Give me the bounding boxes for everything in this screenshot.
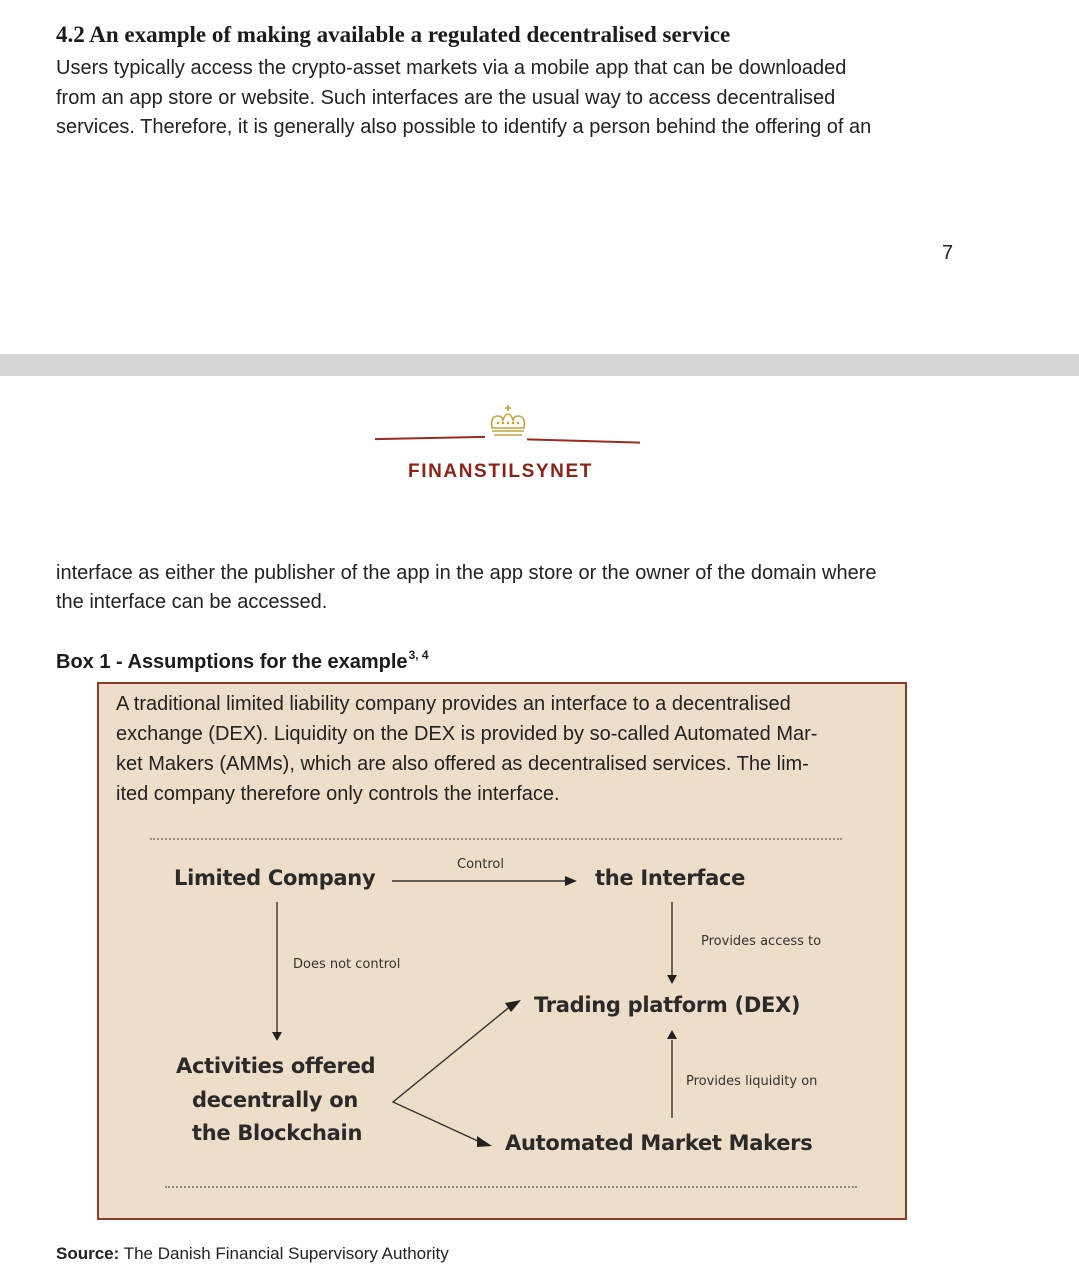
intro-line-1: Users typically access the crypto-asset markets via a mobile app that can be downloaded: [56, 57, 847, 79]
diagram-bottom-separator: [165, 1186, 857, 1188]
box-text-line-3: ket Makers (AMMs), which are also offered as decentralised services. The lim-: [116, 753, 809, 775]
arrowhead-provides-liquidity: [667, 1030, 677, 1039]
page-number: 7: [942, 242, 954, 264]
section-heading: 4.2 An example of making available a regulated decentralised service: [56, 22, 731, 47]
node-activities-line-3: the Blockchain: [192, 1121, 363, 1145]
arrowhead-to-amm: [477, 1136, 492, 1147]
continuation-line-2: the interface can be accessed.: [56, 591, 328, 613]
arrowhead-provides-access: [667, 975, 677, 984]
edge-label-provides-liquidity: Provides liquidity on: [686, 1074, 818, 1089]
node-interface: the Interface: [595, 866, 746, 890]
arrowhead-to-dex: [505, 1000, 521, 1012]
box-heading-footnotes: 3, 4: [408, 648, 429, 662]
box-heading-text: Box 1 - Assumptions for the example: [56, 651, 408, 673]
crown-icon: [486, 404, 530, 438]
edge-label-provides-access: Provides access to: [701, 934, 822, 949]
edge-label-does-not-control: Does not control: [293, 957, 401, 972]
source-citation: [56, 1244, 449, 1264]
box-text-line-2: exchange (DEX). Liquidity on the DEX is provided by so-called Automated Mar-: [116, 723, 818, 745]
arrowhead-does-not-control: [272, 1032, 282, 1041]
node-activities-line-2: decentrally on: [192, 1088, 359, 1112]
arrow-activities-branch: [393, 1005, 512, 1142]
intro-line-2: from an app store or website. Such interfaces are the usual way to access decentralised: [56, 87, 836, 109]
node-activities-line-1: Activities offered: [176, 1054, 376, 1078]
intro-line-3: services. Therefore, it is generally also possible to identify a person behind the offering of an: [56, 116, 872, 138]
logo-rule-right: [527, 438, 640, 443]
arrowhead-control: [565, 876, 577, 886]
edge-label-control: Control: [457, 857, 504, 872]
node-trading-platform: Trading platform (DEX): [534, 993, 801, 1017]
continuation-line-1: interface as either the publisher of the app in the app store or the owner of the domain where: [56, 562, 877, 584]
node-automated-market-makers: Automated Market Makers: [505, 1131, 813, 1155]
node-limited-company: Limited Company: [174, 866, 376, 890]
box-text-line-1: A traditional limited liability company provides an interface to a decentralised: [116, 693, 791, 715]
source-label: Source:: [56, 1244, 120, 1263]
page-break-divider: [0, 354, 1079, 376]
logo-wordmark: FINANSTILSYNET: [408, 461, 593, 482]
box-text-line-4: ited company therefore only controls the interface.: [116, 783, 560, 805]
logo-rule-left: [375, 436, 485, 440]
box-heading: [56, 648, 429, 674]
source-text: The Danish Financial Supervisory Authority: [123, 1244, 449, 1263]
